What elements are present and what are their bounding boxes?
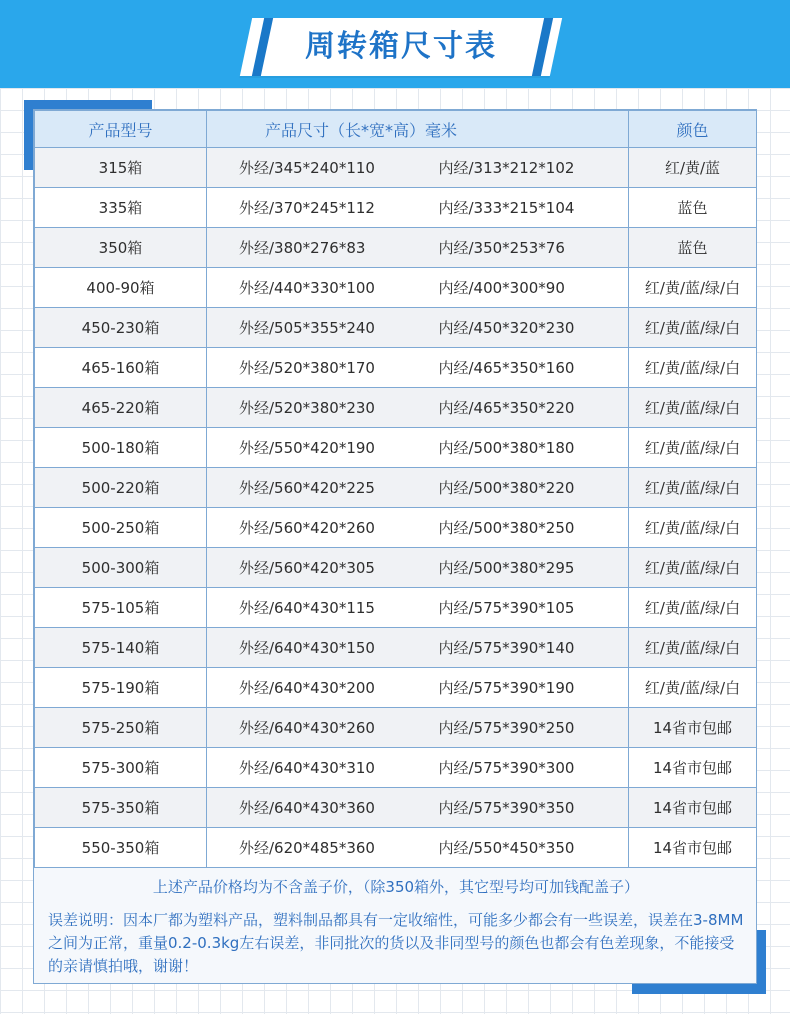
size-pair <box>207 357 628 378</box>
outer-size: 外经/345*240*110 <box>239 159 375 177</box>
model-cell: 465-220箱 <box>35 388 207 428</box>
size-pair <box>207 397 628 418</box>
model-cell: 400-90箱 <box>35 268 207 308</box>
size-pair <box>207 477 628 498</box>
outer-size: 外经/370*245*112 <box>239 199 375 217</box>
size-pair <box>207 677 628 698</box>
inner-size: 内经/575*390*250 <box>438 719 575 737</box>
table-row <box>35 628 757 668</box>
inner-size: 内经/550*450*350 <box>438 839 575 857</box>
table-row <box>35 508 757 548</box>
size-pair <box>207 717 628 738</box>
size-pair <box>207 637 628 658</box>
inner-size: 内经/465*350*160 <box>438 359 575 377</box>
spec-card <box>33 109 757 984</box>
color-cell: 红/黄/蓝 <box>629 148 757 188</box>
size-pair <box>207 757 628 778</box>
outer-size: 外经/640*430*360 <box>239 799 375 817</box>
outer-size: 外经/620*485*360 <box>239 839 375 857</box>
color-cell: 红/黄/蓝/绿/白 <box>629 468 757 508</box>
size-cell <box>207 188 629 228</box>
size-cell <box>207 228 629 268</box>
size-pair <box>207 437 628 458</box>
outer-size: 外经/560*420*305 <box>239 559 375 577</box>
size-cell <box>207 828 629 868</box>
inner-size: 内经/450*320*230 <box>438 319 575 337</box>
header-size: 产品尺寸（长*宽*高）毫米 <box>207 111 629 148</box>
outer-size: 外经/550*420*190 <box>239 439 375 457</box>
model-cell: 315箱 <box>35 148 207 188</box>
color-cell: 红/黄/蓝/绿/白 <box>629 668 757 708</box>
inner-size: 内经/333*215*104 <box>438 199 575 217</box>
outer-size: 外经/560*420*260 <box>239 519 375 537</box>
model-cell: 575-105箱 <box>35 588 207 628</box>
color-cell: 红/黄/蓝/绿/白 <box>629 588 757 628</box>
model-cell: 465-160箱 <box>35 348 207 388</box>
model-cell: 350箱 <box>35 228 207 268</box>
inner-size: 内经/575*390*140 <box>438 639 575 657</box>
inner-size: 内经/575*390*105 <box>438 599 575 617</box>
inner-size: 内经/500*380*220 <box>438 479 575 497</box>
outer-size: 外经/520*380*230 <box>239 399 375 417</box>
table-row <box>35 828 757 868</box>
size-cell <box>207 148 629 188</box>
outer-size: 外经/640*430*260 <box>239 719 375 737</box>
size-cell <box>207 308 629 348</box>
inner-size: 内经/400*300*90 <box>438 279 565 297</box>
table-row <box>35 308 757 348</box>
outer-size: 外经/640*430*310 <box>239 759 375 777</box>
table-row <box>35 708 757 748</box>
size-cell <box>207 388 629 428</box>
table-row <box>35 188 757 228</box>
outer-size: 外经/505*355*240 <box>239 319 375 337</box>
size-cell <box>207 428 629 468</box>
outer-size: 外经/640*430*200 <box>239 679 375 697</box>
model-cell: 500-220箱 <box>35 468 207 508</box>
table-row <box>35 428 757 468</box>
outer-size: 外经/560*420*225 <box>239 479 375 497</box>
size-pair <box>207 237 628 258</box>
size-cell <box>207 548 629 588</box>
size-pair <box>207 517 628 538</box>
inner-size: 内经/500*380*295 <box>438 559 575 577</box>
table-row <box>35 228 757 268</box>
table-row <box>35 788 757 828</box>
model-cell: 575-250箱 <box>35 708 207 748</box>
model-cell: 575-140箱 <box>35 628 207 668</box>
notes-block <box>48 876 744 978</box>
size-cell <box>207 588 629 628</box>
size-pair <box>207 277 628 298</box>
table-row <box>35 348 757 388</box>
size-pair <box>207 597 628 618</box>
inner-size: 内经/465*350*220 <box>438 399 575 417</box>
color-cell: 蓝色 <box>629 188 757 228</box>
error-note: 误差说明：因本厂都为塑料产品，塑料制品都具有一定收缩性，可能多少都会有一些误差，误差在3-8MM之间为正常，重量0.2-0.3kg左右误差，非同批次的货以及非同型号的颜色也都会有色差现象，不能接受的亲请慎拍哦，谢谢！ <box>48 911 744 975</box>
table-row <box>35 548 757 588</box>
size-cell <box>207 788 629 828</box>
inner-size: 内经/575*390*300 <box>438 759 575 777</box>
model-cell: 500-300箱 <box>35 548 207 588</box>
color-cell: 红/黄/蓝/绿/白 <box>629 628 757 668</box>
color-cell: 红/黄/蓝/绿/白 <box>629 548 757 588</box>
color-cell: 14省市包邮 <box>629 788 757 828</box>
page-title: 周转箱尺寸表 <box>305 29 497 64</box>
size-cell <box>207 508 629 548</box>
model-cell: 575-300箱 <box>35 748 207 788</box>
table-row <box>35 748 757 788</box>
size-pair <box>207 197 628 218</box>
table-header-row <box>35 111 757 148</box>
size-cell <box>207 628 629 668</box>
header-model: 产品型号 <box>35 111 207 148</box>
inner-size: 内经/313*212*102 <box>438 159 575 177</box>
color-cell: 14省市包邮 <box>629 828 757 868</box>
model-cell: 500-250箱 <box>35 508 207 548</box>
model-cell: 335箱 <box>35 188 207 228</box>
table-row <box>35 268 757 308</box>
table-row <box>35 588 757 628</box>
table-row <box>35 388 757 428</box>
size-pair <box>207 837 628 858</box>
inner-size: 内经/350*253*76 <box>438 239 565 257</box>
inner-size: 内经/500*380*180 <box>438 439 575 457</box>
model-cell: 575-350箱 <box>35 788 207 828</box>
color-cell: 红/黄/蓝/绿/白 <box>629 268 757 308</box>
color-cell: 14省市包邮 <box>629 748 757 788</box>
color-cell: 14省市包邮 <box>629 708 757 748</box>
size-table <box>34 110 757 868</box>
color-cell: 红/黄/蓝/绿/白 <box>629 428 757 468</box>
outer-size: 外经/380*276*83 <box>239 239 366 257</box>
color-cell: 红/黄/蓝/绿/白 <box>629 508 757 548</box>
inner-size: 内经/575*390*350 <box>438 799 575 817</box>
header-color: 颜色 <box>629 111 757 148</box>
inner-size: 内经/500*380*250 <box>438 519 575 537</box>
outer-size: 外经/440*330*100 <box>239 279 375 297</box>
size-pair <box>207 157 628 178</box>
model-cell: 575-190箱 <box>35 668 207 708</box>
size-cell <box>207 708 629 748</box>
size-pair <box>207 557 628 578</box>
model-cell: 550-350箱 <box>35 828 207 868</box>
color-cell: 红/黄/蓝/绿/白 <box>629 348 757 388</box>
outer-size: 外经/520*380*170 <box>239 359 375 377</box>
table-row <box>35 148 757 188</box>
size-cell <box>207 468 629 508</box>
size-cell <box>207 668 629 708</box>
price-note: 上述产品价格均为不含盖子价，（除350箱外，其它型号均可加钱配盖子） <box>152 878 640 896</box>
size-cell <box>207 348 629 388</box>
model-cell: 500-180箱 <box>35 428 207 468</box>
color-cell: 红/黄/蓝/绿/白 <box>629 388 757 428</box>
table-row <box>35 468 757 508</box>
color-cell: 红/黄/蓝/绿/白 <box>629 308 757 348</box>
inner-size: 内经/575*390*190 <box>438 679 575 697</box>
table-row <box>35 668 757 708</box>
outer-size: 外经/640*430*115 <box>239 599 375 617</box>
model-cell: 450-230箱 <box>35 308 207 348</box>
size-pair <box>207 317 628 338</box>
size-pair <box>207 797 628 818</box>
size-cell <box>207 268 629 308</box>
color-cell: 蓝色 <box>629 228 757 268</box>
outer-size: 外经/640*430*150 <box>239 639 375 657</box>
size-cell <box>207 748 629 788</box>
